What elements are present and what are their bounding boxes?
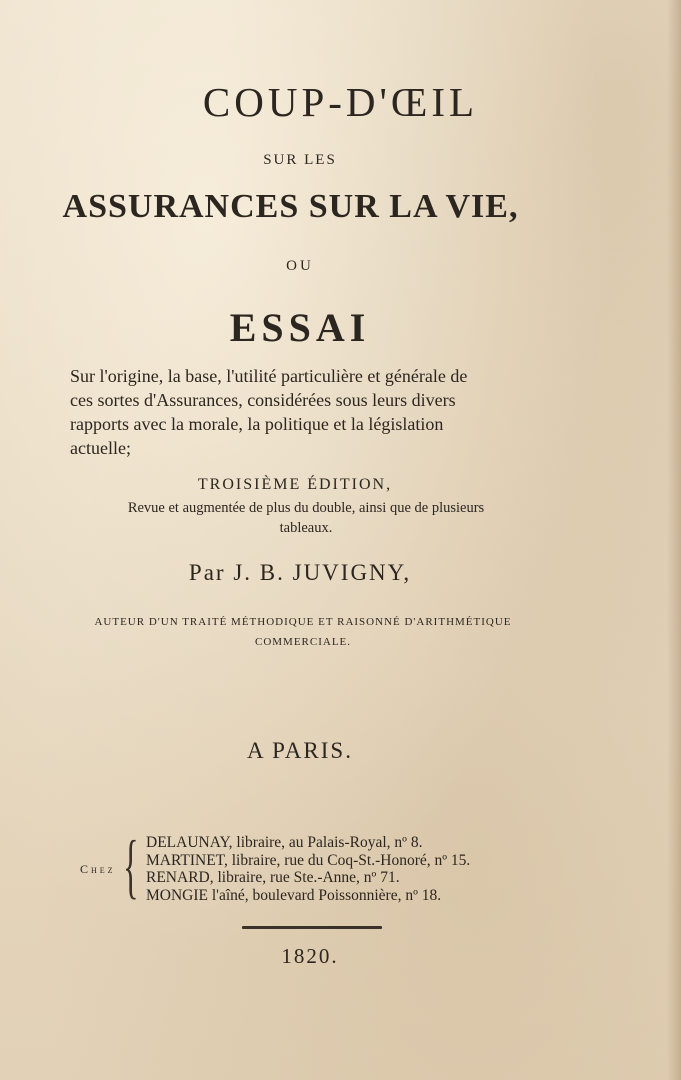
main-title: COUP-D'ŒIL [202, 79, 479, 125]
divider-rule [242, 926, 382, 929]
essai-title: ESSAI [229, 305, 371, 350]
bookseller-entry: DELAUNAY, libraire, au Palais-Royal, nº 8. [146, 834, 423, 851]
description-line: ces sortes d'Assurances, considérées sous leurs divers [70, 390, 456, 410]
description-line: rapports avec la morale, la politique et la législation [70, 414, 444, 434]
edition-label: TROISIÈME ÉDITION, [197, 476, 393, 493]
publication-year: 1820. [281, 944, 339, 968]
bookseller-entry: RENARD, libraire, rue Ste.-Anne, nº 71. [146, 869, 400, 886]
bookseller-entry: MARTINET, libraire, rue du Coq-St.-Honoré, nº 15. [146, 851, 471, 869]
author-desc-line: COMMERCIALE. [254, 636, 352, 648]
revision-note [72, 498, 540, 538]
page-edge-shadow [667, 0, 681, 1080]
ou-line: OU [286, 258, 314, 274]
author-description [78, 612, 528, 652]
subtitle-assurances: ASSURANCES SUR LA VIE, [62, 188, 519, 225]
essay-description [70, 364, 540, 460]
booksellers-list [146, 834, 546, 904]
chez-label: Chez [80, 862, 116, 876]
bookseller-entry: MONGIE l'aîné, boulevard Poissonnière, nº 18. [146, 886, 442, 904]
author-desc-line: AUTEUR D'UN TRAITÉ MÉTHODIQUE ET RAISONNÉ D'ARITHMÉTIQUE [94, 616, 512, 628]
description-line: Sur l'origine, la base, l'utilité particulière et générale de [70, 366, 468, 386]
revision-line: Revue et augmentée de plus du double, ainsi que de plusieurs [127, 500, 485, 516]
publication-place: A PARIS. [247, 738, 353, 763]
sur-les-line: SUR LES [263, 152, 337, 168]
seller-brace: { [123, 826, 139, 906]
author-line: Par J. B. JUVIGNY, [188, 560, 412, 585]
description-line: actuelle; [70, 438, 131, 458]
revision-line: tableaux. [279, 520, 333, 536]
